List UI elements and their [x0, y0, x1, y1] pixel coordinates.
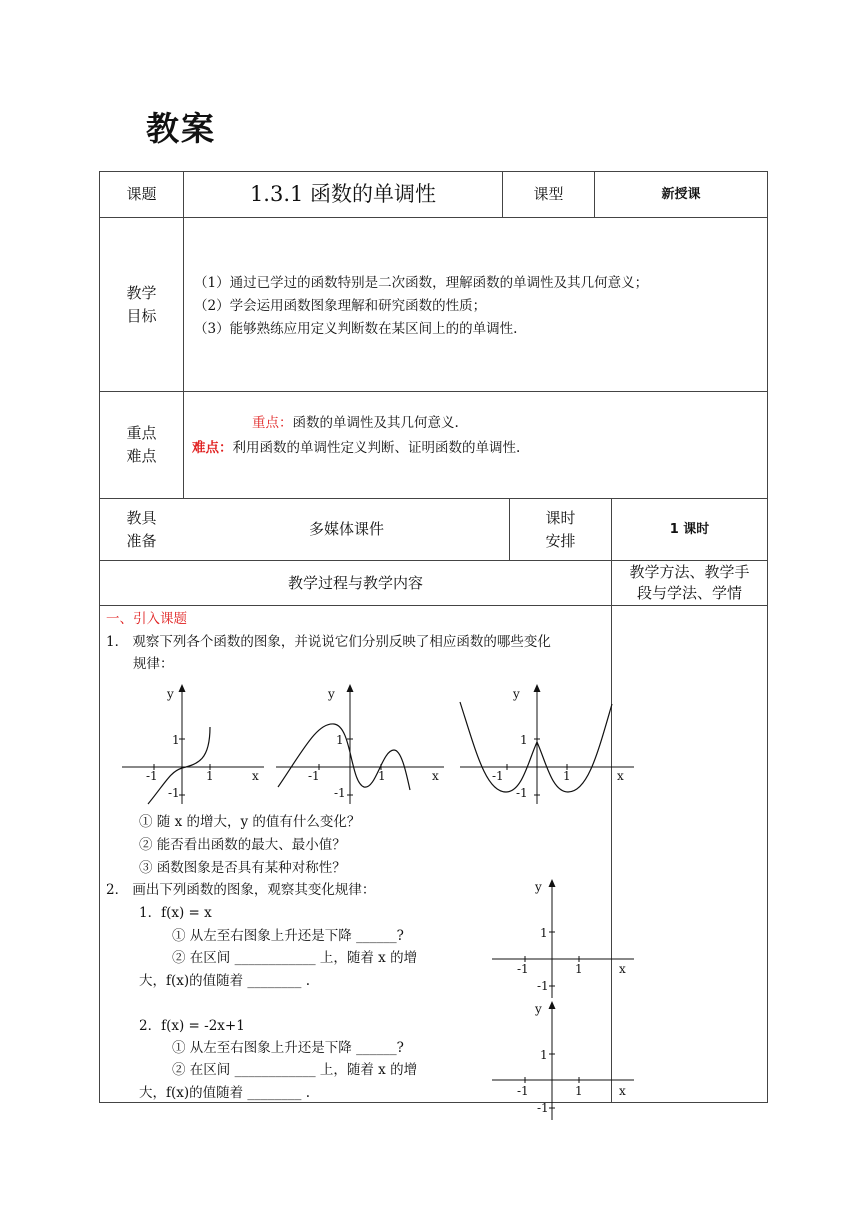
tick-neg-one: -1	[517, 1084, 529, 1098]
question-1: 1． 观察下列各个函数的图象，并说说它们分别反映了相应函数的哪些变化	[106, 634, 551, 650]
tick-one: 1	[540, 926, 548, 940]
axis-y-label: y	[535, 1002, 542, 1016]
objective-item: （3）能够熟练应用定义判断数在某区间上的的单调性.	[194, 321, 518, 337]
function-2-q2: ② 在区间 ____________ 上，随着 x 的增	[172, 1062, 418, 1078]
function-1: 1．f(x) = x	[139, 905, 212, 921]
process-header: 教学过程与教学内容	[287, 573, 423, 592]
axis-x-label: x	[619, 962, 626, 976]
key-point	[252, 413, 459, 433]
axis-x-label: x	[619, 1084, 626, 1098]
sub-question-3: ③ 函数图象是否具有某种对称性？	[139, 860, 346, 876]
tick-one: 1	[206, 769, 214, 783]
axis-y-label: y	[513, 687, 520, 701]
objective-item: （2）学会运用函数图象理解和研究函数的性质；	[194, 298, 487, 314]
axis-x-label: x	[432, 769, 439, 783]
objective-item: （1）通过已学过的函数特别是二次函数，理解函数的单调性及其几何意义；	[194, 275, 649, 291]
tick-neg-one: -1	[308, 769, 320, 783]
function-2-q1: ① 从左至右图象上升还是下降 ______?	[172, 1040, 404, 1056]
tools-value: 多媒体课件	[308, 520, 384, 538]
tick-neg-one: -1	[537, 1101, 549, 1115]
doc-title: 教案	[146, 109, 216, 148]
tick-one: 1	[563, 769, 571, 783]
objectives-label: 教学 目标	[126, 283, 157, 325]
tick-one: 1	[540, 1048, 548, 1062]
function-1-q2-cont: 大，f(x)的值随着 ________ .	[139, 973, 311, 989]
topic-value: 1.3.1 函数的单调性	[249, 182, 437, 206]
topic-label: 课题	[126, 185, 157, 203]
tick-one: 1	[575, 1084, 583, 1098]
axis-y-label: y	[167, 687, 174, 701]
question-1-cont: 规律：	[133, 656, 174, 672]
function-1-q1: ① 从左至右图象上升还是下降 ______?	[172, 928, 404, 944]
function-2-q2-cont: 大，f(x)的值随着 ________ .	[139, 1085, 311, 1101]
key-point-label: 重点：	[252, 415, 293, 431]
tick-one: 1	[378, 769, 386, 783]
sub-question-1: ① 随 x 的增大，y 的值有什么变化？	[139, 814, 361, 830]
graph-wave	[272, 682, 450, 807]
tick-neg-one: -1	[537, 979, 549, 993]
methods-header: 教学方法、教学手 段与学法、学情	[629, 563, 750, 602]
function-2: 2．f(x) = -2x+1	[139, 1018, 245, 1034]
difficulty-text: 利用函数的单调性定义判断、证明函数的单调性.	[232, 440, 521, 456]
tick-one: 1	[520, 733, 528, 747]
graph-w-shape	[456, 682, 636, 807]
sub-question-2: ② 能否看出函数的最大、最小值？	[139, 837, 346, 853]
question-2: 2． 画出下列函数的图象，观察其变化规律：	[106, 882, 376, 898]
blank-axes-1	[488, 876, 638, 1000]
tick-neg-one: -1	[492, 769, 504, 783]
key-point-text: 函数的单调性及其几何意义.	[292, 415, 459, 431]
tick-neg-one: -1	[146, 769, 158, 783]
section-heading: 一、引入课题	[106, 611, 187, 627]
difficulty-point	[192, 438, 520, 458]
graph-cubic	[118, 682, 268, 807]
tools-label: 教具 准备	[126, 508, 157, 550]
time-value: 1 课时	[669, 522, 710, 537]
tick-neg-one: -1	[517, 962, 529, 976]
time-label: 课时 安排	[545, 508, 576, 550]
axis-x-label: x	[617, 769, 624, 783]
tick-one: 1	[336, 733, 344, 747]
blank-axes-2	[488, 998, 638, 1122]
tick-neg-one: -1	[168, 786, 180, 800]
axis-y-label: y	[328, 687, 335, 701]
tick-one: 1	[575, 962, 583, 976]
tick-neg-one: -1	[334, 786, 346, 800]
tick-neg-one: -1	[516, 786, 528, 800]
difficulty-label: 难点：	[192, 440, 233, 456]
type-value: 新授课	[661, 187, 701, 202]
axis-y-label: y	[535, 880, 542, 894]
tick-one: 1	[172, 733, 180, 747]
axis-x-label: x	[252, 769, 259, 783]
keypoints-label: 重点 难点	[126, 424, 157, 465]
function-1-q2: ② 在区间 ____________ 上，随着 x 的增	[172, 950, 418, 966]
type-label: 课型	[533, 185, 564, 203]
